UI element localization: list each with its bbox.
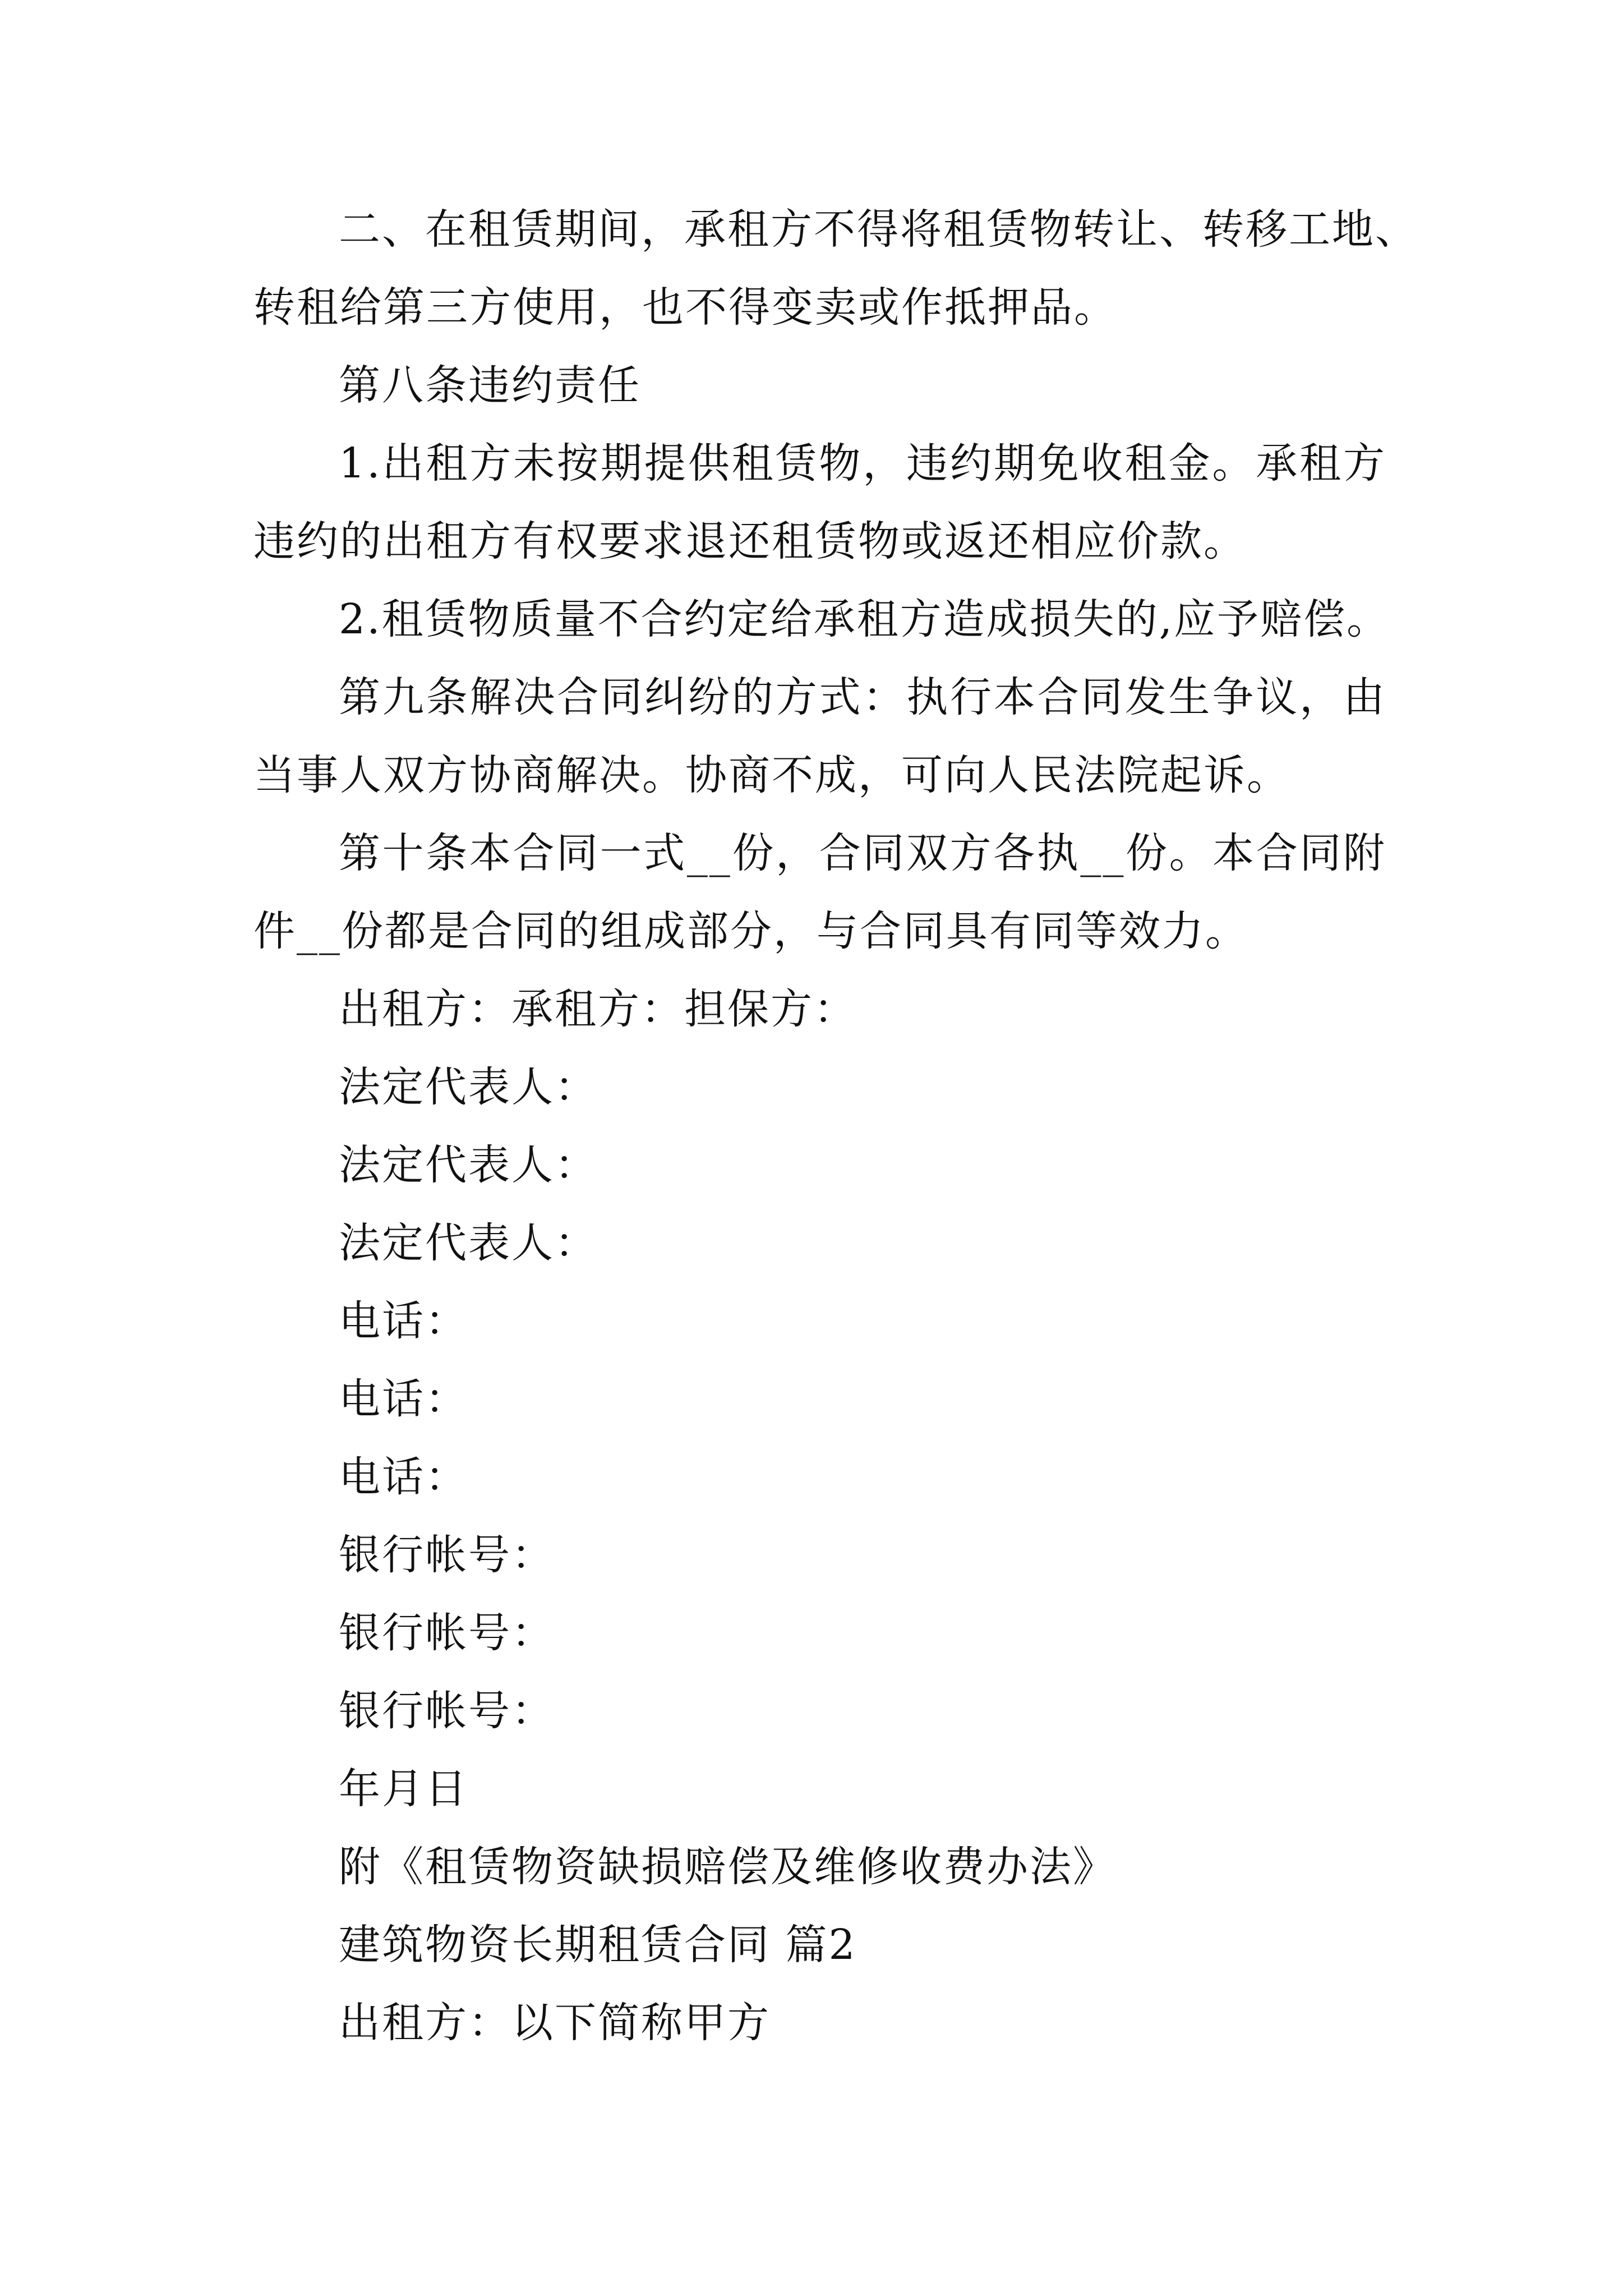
paragraph-line: 二、在租赁期间，承租方不得将租赁物转让、转移工地、 [339,205,1418,254]
phone-field: 电话： [339,1375,468,1423]
bank-account-field: 银行帐号： [339,1687,555,1735]
document-body [253,191,1418,2062]
paragraph-line: 2.租赁物质量不合约定给承租方造成损失的,应予赔偿。 [339,595,1390,643]
lessor-line: 出租方：以下简称甲方 [339,1999,771,2047]
bank-account-field: 银行帐号： [339,1609,555,1657]
signature-parties: 出租方：承租方：担保方： [339,985,857,1033]
paragraph-line: 转租给第三方使用，也不得变卖或作抵押品。 [253,283,1117,332]
appendix-title: 附《租赁物资缺损赔偿及维修收费办法》 [339,1843,1116,1891]
legal-representative-field: 法定代表人： [339,1219,598,1267]
paragraph-line: 1.出租方未按期提供租赁物，违约期免收租金。承租方 [339,439,1386,487]
contract-title: 建筑物资长期租赁合同 篇2 [339,1921,857,1969]
date-field: 年月日 [339,1765,468,1813]
phone-field: 电话： [339,1297,468,1345]
paragraph-line: 当事人双方协商解决。协商不成，可向人民法院起诉。 [253,751,1290,799]
bank-account-field: 银行帐号： [339,1531,555,1579]
phone-field: 电话： [339,1453,468,1501]
paragraph-line: 件__份都是合同的组成部分，与合同具有同等效力。 [253,907,1248,955]
paragraph-line: 第十条本合同一式__份，合同双方各执__份。本合同附 [339,829,1386,877]
legal-representative-field: 法定代表人： [339,1063,598,1111]
paragraph-line: 违约的出租方有权要求退还租赁物或返还相应价款。 [253,517,1247,565]
section-heading: 第八条违约责任 [339,361,641,409]
paragraph-line: 第九条解决合同纠纷的方式：执行本合同发生争议，由 [339,673,1386,721]
legal-representative-field: 法定代表人： [339,1141,598,1189]
